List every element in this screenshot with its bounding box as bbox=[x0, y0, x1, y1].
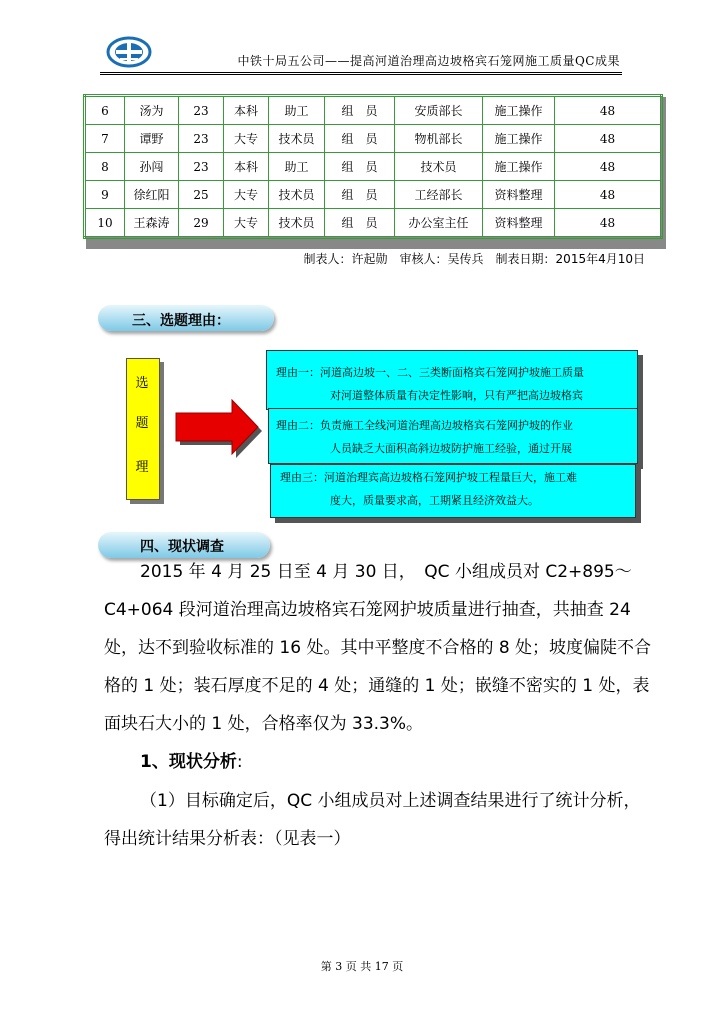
table-cell: 孙闯 bbox=[125, 153, 179, 181]
table-cell: 组 员 bbox=[325, 125, 395, 153]
reason3-text bbox=[280, 466, 630, 512]
table-cell: 48 bbox=[555, 209, 662, 238]
table-cell: 助工 bbox=[269, 96, 325, 125]
topic-char-1: 选 bbox=[135, 376, 149, 391]
table-cell: 组 员 bbox=[325, 181, 395, 209]
table-cell: 谭野 bbox=[125, 125, 179, 153]
table-cell: 7 bbox=[85, 125, 125, 153]
table-cell: 施工操作 bbox=[483, 96, 555, 125]
table-cell: 48 bbox=[555, 181, 662, 209]
table-cell: 组 员 bbox=[325, 209, 395, 238]
table-note: 制表人：许起勋 审核人：吴传兵 制表日期：2015年4月10日 bbox=[303, 252, 645, 266]
table-cell: 6 bbox=[85, 96, 125, 125]
table-cell: 物机部长 bbox=[395, 125, 483, 153]
company-logo-icon bbox=[106, 36, 152, 68]
reason1-text bbox=[276, 361, 632, 407]
table-cell: 汤为 bbox=[125, 96, 179, 125]
sub-heading-colon: : bbox=[236, 752, 243, 772]
table-cell: 资料整理 bbox=[483, 209, 555, 238]
table-cell: 大专 bbox=[224, 125, 269, 153]
sub-para-line-2: 得出统计结果分析表：（见表一） bbox=[104, 829, 351, 849]
table-row bbox=[85, 181, 662, 209]
para-line-3: 处，达不到验收标准的 16 处。其中平整度不合格的 8 处；坡度偏陡不合 bbox=[104, 638, 652, 658]
table-cell: 助工 bbox=[269, 153, 325, 181]
table-cell: 23 bbox=[179, 96, 224, 125]
reason1-line1: 理由一：河道高边坡一、二、三类断面格宾石笼网护坡施工质量 bbox=[276, 366, 584, 379]
table-cell: 本科 bbox=[224, 96, 269, 125]
table-cell: 资料整理 bbox=[483, 181, 555, 209]
members-table bbox=[83, 94, 663, 239]
sub-heading bbox=[140, 745, 243, 780]
section3-title: 三、选题理由： bbox=[132, 313, 230, 329]
table-cell: 徐红阳 bbox=[125, 181, 179, 209]
reason3-line2: 度大，质量要求高，工期紧且经济效益大。 bbox=[330, 494, 539, 507]
table-cell: 工经部长 bbox=[395, 181, 483, 209]
table-cell: 施工操作 bbox=[483, 153, 555, 181]
header-rule-secondary bbox=[100, 74, 622, 75]
para-line-2: C4+064 段河道治理高边坡格宾石笼网护坡质量进行抽查，共抽查 24 bbox=[104, 600, 631, 620]
topic-char-2: 题 bbox=[135, 416, 149, 431]
table-cell: 29 bbox=[179, 209, 224, 238]
arrow-icon bbox=[174, 398, 266, 460]
table-row bbox=[85, 96, 662, 125]
table-cell: 25 bbox=[179, 181, 224, 209]
reason3-line1: 理由三：河道治理宾高边坡格石笼网护坡工程量巨大，施工难 bbox=[280, 471, 577, 484]
table-cell: 大专 bbox=[224, 181, 269, 209]
table-cell: 48 bbox=[555, 153, 662, 181]
table-row bbox=[85, 125, 662, 153]
header-rule bbox=[100, 72, 622, 73]
page-footer: 第 3 页 共 17 页 bbox=[320, 960, 404, 973]
table-row bbox=[85, 153, 662, 181]
table-cell: 23 bbox=[179, 125, 224, 153]
section4-title: 四、现状调查 bbox=[140, 539, 224, 555]
reason2-line2: 人员缺乏大面积高斜边坡防护施工经验，通过开展 bbox=[330, 442, 572, 455]
para-line-1: 2015 年 4 月 25 日至 4 月 30 日， QC 小组成员对 C2+895～ bbox=[140, 562, 632, 582]
table-cell: 48 bbox=[555, 125, 662, 153]
table-cell: 技术员 bbox=[269, 181, 325, 209]
para-line-5: 面块石大小的 1 处，合格率仅为 33.3%。 bbox=[104, 714, 424, 734]
table-cell: 安质部长 bbox=[395, 96, 483, 125]
header-title: 中铁十局五公司——提高河道治理高边坡格宾石笼网施工质量QC成果 bbox=[237, 54, 620, 68]
sub-heading-text: 1、现状分析 bbox=[140, 752, 237, 772]
table-cell: 23 bbox=[179, 153, 224, 181]
reason1-line2: 对河道整体质量有决定性影响，只有严把高边坡格宾 bbox=[330, 389, 583, 402]
table-cell: 大专 bbox=[224, 209, 269, 238]
table-cell: 8 bbox=[85, 153, 125, 181]
table-cell: 本科 bbox=[224, 153, 269, 181]
table-cell: 组 员 bbox=[325, 153, 395, 181]
table-cell: 施工操作 bbox=[483, 125, 555, 153]
sub-para-line-1: （1）目标确定后，QC 小组成员对上述调查结果进行了统计分析， bbox=[140, 791, 641, 811]
reason2-text bbox=[276, 414, 632, 460]
table-cell: 9 bbox=[85, 181, 125, 209]
table-cell: 办公室主任 bbox=[395, 209, 483, 238]
reason2-line1: 理由二：负责施工全线河道治理高边坡格宾石笼网护坡的作业 bbox=[276, 419, 573, 432]
table-cell: 王森涛 bbox=[125, 209, 179, 238]
table-cell: 10 bbox=[85, 209, 125, 238]
table-cell: 组 员 bbox=[325, 96, 395, 125]
table-cell: 技术员 bbox=[395, 153, 483, 181]
table-row bbox=[85, 209, 662, 238]
table-cell: 技术员 bbox=[269, 125, 325, 153]
table-cell: 技术员 bbox=[269, 209, 325, 238]
topic-char-3: 理 bbox=[135, 460, 149, 475]
table-cell: 48 bbox=[555, 96, 662, 125]
para-line-4: 格的 1 处；装石厚度不足的 4 处；通缝的 1 处；嵌缝不密实的 1 处，表 bbox=[104, 676, 650, 696]
